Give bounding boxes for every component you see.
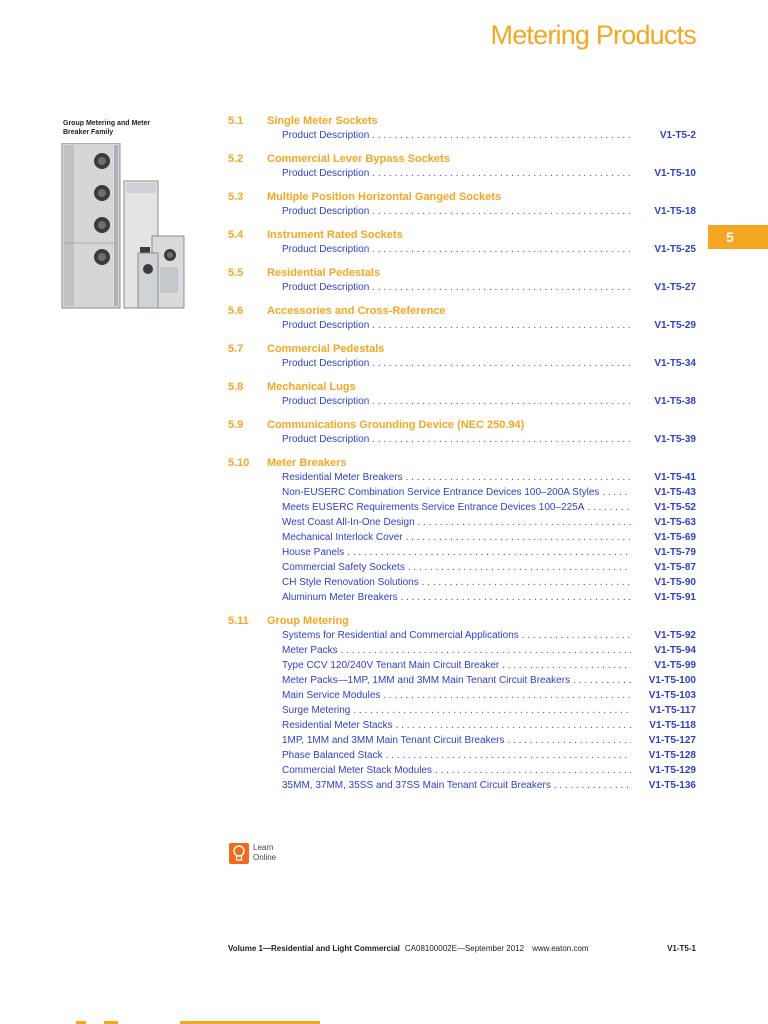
section-number: 5.8 [228,380,244,393]
footer-page-number: V1-T5-1 [667,944,696,953]
dot-leader [401,592,631,603]
toc-entry[interactable] [282,432,696,447]
entry-label: Phase Balanced Stack [282,750,383,761]
dot-leader [418,517,631,528]
entry-page-ref[interactable]: V1-T5-2 [659,130,696,141]
toc-entry[interactable] [282,530,696,545]
dot-leader [372,396,631,407]
section-number: 5.11 [228,614,249,627]
entry-label: Product Description [282,244,370,255]
toc-entry[interactable] [282,242,696,257]
footer-doc-number: CA08100002E—September 2012 [404,944,525,953]
chapter-tab[interactable]: 5 [708,225,768,249]
entry-label: Aluminum Meter Breakers [282,592,398,603]
toc-section [228,303,696,333]
next-page-header-fragment [0,1016,768,1024]
entry-page-ref[interactable]: V1-T5-127 [648,735,696,746]
toc-entry[interactable] [282,673,696,688]
section-heading[interactable] [228,189,696,204]
entry-label: Surge Metering [282,705,351,716]
learn-label-1: Learn [253,843,274,852]
toc-section [228,113,696,143]
dot-leader [372,358,631,369]
toc-entry[interactable] [282,515,696,530]
toc-section [228,455,696,605]
toc-section [228,379,696,409]
toc-entry[interactable] [282,703,696,718]
entry-label: Product Description [282,168,370,179]
dot-leader [396,720,631,731]
entry-label: Meets EUSERC Requirements Service Entrance Devices 100–225A [282,502,585,513]
entry-page-ref[interactable]: V1-T5-69 [654,532,696,543]
entry-label: West Coast All-In-One Design [282,517,415,528]
toc-entry[interactable] [282,718,696,733]
entry-label: Product Description [282,206,370,217]
entry-page-ref[interactable]: V1-T5-10 [654,168,696,179]
section-number: 5.6 [228,304,244,317]
section-heading[interactable] [228,613,696,628]
section-number: 5.2 [228,152,244,165]
dot-leader [347,547,631,558]
toc-section [228,227,696,257]
toc-section [228,613,696,793]
entry-page-ref[interactable]: V1-T5-79 [654,547,696,558]
toc-section [228,151,696,181]
toc-entry[interactable] [282,394,696,409]
section-number: 5.9 [228,418,244,431]
section-title: Multiple Position Horizontal Ganged Sockets [267,190,502,203]
entry-label: 35MM, 37MM, 35SS and 37SS Main Tenant Circuit Breakers [282,780,551,791]
toc-entry[interactable] [282,590,696,605]
entry-page-ref[interactable]: V1-T5-128 [648,750,696,761]
dot-leader [383,690,631,701]
entry-label: Systems for Residential and Commercial Applications [282,630,519,641]
entry-label: Residential Meter Stacks [282,720,393,731]
dot-leader [372,282,631,293]
entry-label: CH Style Renovation Solutions [282,577,419,588]
dot-leader [602,487,631,498]
toc-entry[interactable] [282,733,696,748]
entry-label: 1MP, 1MM and 3MM Main Tenant Circuit Breakers [282,735,505,746]
entry-label: Product Description [282,396,370,407]
entry-page-ref[interactable]: V1-T5-129 [648,765,696,776]
section-title: Residential Pedestals [267,266,381,279]
toc-entry[interactable] [282,545,696,560]
toc-entry[interactable] [282,658,696,673]
section-title: Mechanical Lugs [267,380,356,393]
entry-page-ref[interactable]: V1-T5-118 [649,720,696,731]
dot-leader [435,765,631,776]
entry-page-ref[interactable]: V1-T5-117 [649,705,696,716]
footer-url[interactable]: www.eaton.com [532,944,589,953]
entry-label: Non-EUSERC Combination Service Entrance Devices 100–200A Styles [282,487,600,498]
section-title: Commercial Lever Bypass Sockets [267,152,450,165]
figure-caption: Group Metering and Meter Breaker Family [63,120,151,136]
section-title: Commercial Pedestals [267,342,385,355]
toc-entry[interactable] [282,470,696,485]
entry-page-ref[interactable]: V1-T5-136 [648,780,696,791]
entry-label: Meter Packs—1MP, 1MM and 3MM Main Tenant Circuit Breakers [282,675,571,686]
dot-leader [502,660,631,671]
section-heading[interactable] [228,151,696,166]
entry-label: Product Description [282,320,370,331]
entry-page-ref[interactable]: V1-T5-87 [654,562,696,573]
lightbulb-icon [229,843,249,864]
section-number: 5.7 [228,342,244,355]
dot-leader [406,532,631,543]
section-heading[interactable] [228,417,696,432]
entry-page-ref[interactable]: V1-T5-41 [654,472,696,483]
entry-label: Product Description [282,130,370,141]
entry-page-ref[interactable]: V1-T5-34 [654,358,696,369]
toc-entry[interactable] [282,485,696,500]
toc-entry[interactable] [282,560,696,575]
section-number: 5.1 [228,114,244,127]
dot-leader [353,705,631,716]
entry-page-ref[interactable]: V1-T5-90 [654,577,696,588]
dot-leader [408,562,631,573]
entry-page-ref[interactable]: V1-T5-92 [654,630,696,641]
section-heading[interactable] [228,303,696,318]
section-title: Instrument Rated Sockets [267,228,403,241]
entry-page-ref[interactable]: V1-T5-27 [654,282,696,293]
toc-entry[interactable] [282,688,696,703]
entry-page-ref[interactable]: V1-T5-29 [654,320,696,331]
toc-section [228,341,696,371]
entry-page-ref[interactable]: V1-T5-38 [654,396,696,407]
toc-entry[interactable] [282,356,696,371]
entry-label: Product Description [282,434,370,445]
toc-entry[interactable] [282,500,696,515]
dot-leader [341,645,631,656]
entry-label: Mechanical Interlock Cover [282,532,403,543]
dot-leader [372,244,631,255]
entry-page-ref[interactable]: V1-T5-94 [654,645,696,656]
section-heading[interactable] [228,455,696,470]
dot-leader [422,577,631,588]
table-of-contents [228,113,696,801]
toc-entry[interactable] [282,280,696,295]
section-number: 5.3 [228,190,244,203]
entry-label: Residential Meter Breakers [282,472,403,483]
section-number: 5.10 [228,456,250,469]
section-heading[interactable] [228,341,696,356]
entry-page-ref[interactable]: V1-T5-100 [648,675,696,686]
section-heading[interactable] [228,265,696,280]
section-title: Meter Breakers [267,456,347,469]
dot-leader [554,780,631,791]
entry-label: House Panels [282,547,345,558]
dot-leader [372,320,631,331]
entry-label: Product Description [282,358,370,369]
toc-section [228,265,696,295]
section-heading[interactable] [228,113,696,128]
section-title: Accessories and Cross-Reference [267,304,446,317]
toc-entry[interactable] [282,128,696,143]
toc-entry[interactable] [282,166,696,181]
entry-page-ref[interactable]: V1-T5-99 [654,660,696,671]
entry-label: Commercial Safety Sockets [282,562,405,573]
toc-entry[interactable] [282,318,696,333]
entry-page-ref[interactable]: V1-T5-63 [654,517,696,528]
toc-entry[interactable] [282,628,696,643]
toc-section [228,417,696,447]
dot-leader [522,630,631,641]
page-footer [228,944,696,953]
toc-entry[interactable] [282,204,696,219]
toc-entry[interactable] [282,778,696,793]
section-title: Single Meter Sockets [267,114,378,127]
entry-page-ref[interactable]: V1-T5-25 [654,244,696,255]
entry-page-ref[interactable]: V1-T5-18 [654,206,696,217]
toc-section [228,189,696,219]
toc-entry[interactable] [282,643,696,658]
entry-page-ref[interactable]: V1-T5-91 [654,592,696,603]
learn-label-2: Online [253,853,277,862]
entry-page-ref[interactable]: V1-T5-52 [654,502,696,513]
entry-label: Type CCV 120/240V Tenant Main Circuit Breaker [282,660,500,671]
dot-leader [573,675,631,686]
toc-entry[interactable] [282,748,696,763]
section-heading[interactable] [228,379,696,394]
section-title: Group Metering [267,614,349,627]
entry-label: Meter Packs [282,645,338,656]
section-heading[interactable] [228,227,696,242]
page-title: Metering Products [490,20,696,50]
dot-leader [372,206,631,217]
entry-page-ref[interactable]: V1-T5-39 [654,434,696,445]
dot-leader [386,750,631,761]
meter-equipment-illustration [60,143,190,318]
entry-page-ref[interactable]: V1-T5-103 [648,690,696,701]
dot-leader [372,130,631,141]
dot-leader [508,735,632,746]
entry-label: Commercial Meter Stack Modules [282,765,433,776]
entry-label: Main Service Modules [282,690,381,701]
footer-volume: Volume 1—Residential and Light Commercial [228,944,400,953]
toc-entry[interactable] [282,763,696,778]
section-number: 5.5 [228,266,244,279]
learn-online-link[interactable] [229,843,276,864]
entry-label: Product Description [282,282,370,293]
section-number: 5.4 [228,228,244,241]
section-title: Communications Grounding Device (NEC 250.94) [267,418,525,431]
dot-leader [372,168,631,179]
dot-leader [372,434,631,445]
toc-entry[interactable] [282,575,696,590]
dot-leader [406,472,631,483]
dot-leader [587,502,631,513]
entry-page-ref[interactable]: V1-T5-43 [654,487,696,498]
